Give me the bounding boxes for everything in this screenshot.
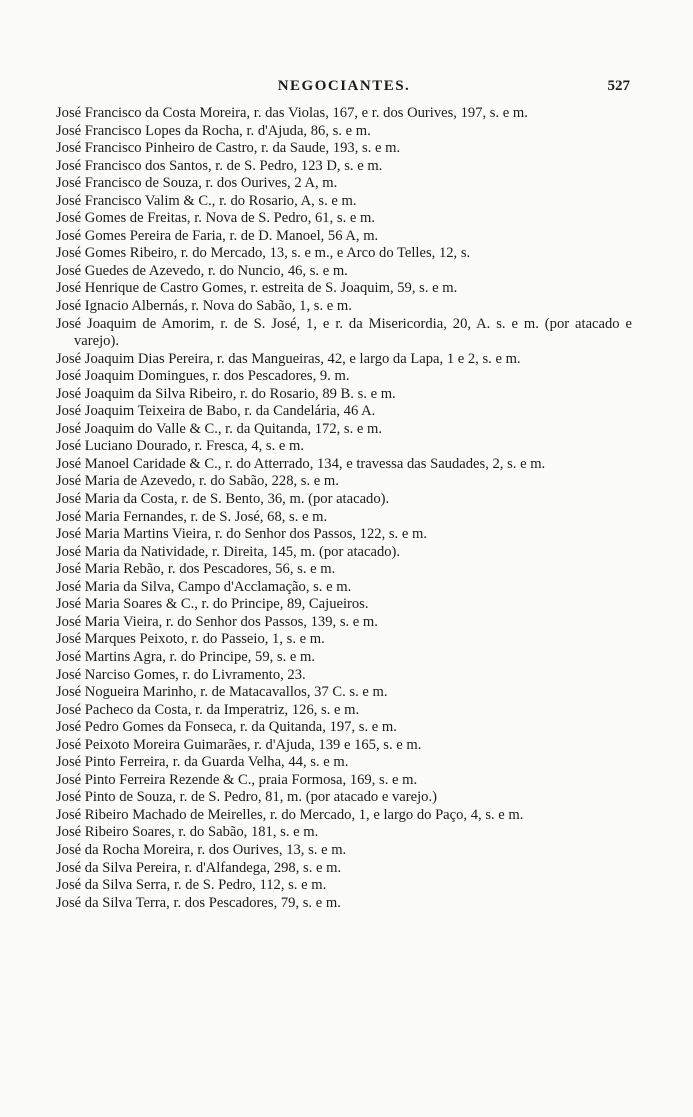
directory-entry: José Maria da Silva, Campo d'Acclamação, s. e m. (56, 578, 352, 595)
directory-entry: José Pinto Ferreira Rezende & C., praia Formosa, 169, s. e m. (56, 771, 418, 788)
directory-entry: José Joaquim da Silva Ribeiro, r. do Rosario, 89 B. s. e m. (56, 385, 396, 402)
directory-entry: José Francisco Lopes da Rocha, r. d'Ajuda, 86, s. e m. (56, 122, 371, 139)
directory-entry: José Nogueira Marinho, r. de Matacavallos, 37 C. s. e m. (56, 684, 388, 701)
directory-entry: José Maria da Natividade, r. Direita, 145, m. (por atacado). (56, 543, 401, 560)
directory-entry: José Manoel Caridade & C., r. do Atterrado, 134, e travessa das Saudades, 2, s. e m. (56, 455, 546, 472)
directory-entry: José Ribeiro Soares, r. do Sabão, 181, s. e m. (56, 824, 319, 841)
directory-entry: José Pacheco da Costa, r. da Imperatriz, 126, s. e m. (56, 701, 360, 718)
directory-entry: José Maria Vieira, r. do Senhor dos Passos, 139, s. e m. (56, 613, 378, 630)
directory-entry: José Pinto de Souza, r. de S. Pedro, 81, m. (por atacado e varejo.) (56, 789, 437, 806)
directory-entry: José da Silva Pereira, r. d'Alfandega, 298, s. e m. (56, 859, 342, 876)
directory-entry: José Joaquim do Valle & C., r. da Quitanda, 172, s. e m. (56, 420, 383, 437)
directory-entry: José Marques Peixoto, r. do Passeio, 1, s. e m. (56, 631, 325, 648)
directory-entry: José Francisco Pinheiro de Castro, r. da Saude, 193, s. e m. (56, 140, 401, 157)
directory-entry: José Maria Martins Vieira, r. do Senhor dos Passos, 122, s. e m. (56, 526, 427, 543)
directory-entry: José Francisco Valim & C., r. do Rosario, A, s. e m. (56, 192, 357, 209)
directory-entry: José Gomes de Freitas, r. Nova de S. Pedro, 61, s. e m. (56, 210, 375, 227)
directory-entry: José Francisco de Souza, r. dos Ourives, 2 A, m. (56, 175, 338, 192)
directory-entry: José Ribeiro Machado de Meirelles, r. do Mercado, 1, e largo do Paço, 4, s. e m. (56, 806, 524, 823)
directory-entry: José Peixoto Moreira Guimarães, r. d'Ajuda, 139 e 165, s. e m. (56, 736, 422, 753)
directory-entry: José Joaquim de Amorim, r. de S. José, 1, e r. da Misericordia, 20, A. s. e m. (por atacado e varejo). (56, 315, 632, 350)
section-title: NEGOCIANTES. (277, 78, 411, 94)
directory-entry: José Gomes Ribeiro, r. do Mercado, 13, s. e m., e Arco do Telles, 12, s. (56, 245, 471, 262)
directory-entry: José Maria da Costa, r. de S. Bento, 36, m. (por atacado). (56, 491, 390, 508)
running-header (58, 78, 630, 100)
directory-entry: José Martins Agra, r. do Principe, 59, s. e m. (56, 648, 316, 665)
directory-entry: José Pedro Gomes da Fonseca, r. da Quitanda, 197, s. e m. (56, 719, 397, 736)
directory-entry: José da Silva Terra, r. dos Pescadores, 79, s. e m. (56, 894, 341, 911)
directory-entry: José Maria Soares & C., r. do Principe, 89, Cajueiros. (56, 596, 369, 613)
directory-entry: José Guedes de Azevedo, r. do Nuncio, 46, s. e m. (56, 262, 348, 279)
directory-entry: José Maria Fernandes, r. de S. José, 68, s. e m. (56, 508, 328, 525)
page-number: 527 (607, 78, 630, 94)
directory-entry: José Henrique de Castro Gomes, r. estreita de S. Joaquim, 59, s. e m. (56, 280, 458, 297)
directory-entry: José Joaquim Dias Pereira, r. das Mangueiras, 42, e largo da Lapa, 1 e 2, s. e m. (56, 350, 521, 367)
directory-entry: José Narciso Gomes, r. do Livramento, 23. (56, 666, 306, 683)
directory-entry: José Gomes Pereira de Faria, r. de D. Manoel, 56 A, m. (56, 227, 379, 244)
merchant-directory-list (56, 105, 632, 912)
directory-entry: José Pinto Ferreira, r. da Guarda Velha, 44, s. e m. (56, 754, 349, 771)
directory-entry: José Maria de Azevedo, r. do Sabão, 228, s. e m. (56, 473, 339, 490)
directory-entry: José Francisco dos Santos, r. de S. Pedro, 123 D, s. e m. (56, 157, 383, 174)
directory-entry: José Francisco da Costa Moreira, r. das Violas, 167, e r. dos Ourives, 197, s. e m. (56, 105, 528, 121)
directory-entry: José Joaquim Teixeira de Babo, r. da Candelária, 46 A. (56, 403, 376, 420)
directory-entry: José da Rocha Moreira, r. dos Ourives, 13, s. e m. (56, 841, 347, 858)
directory-entry: José da Silva Serra, r. de S. Pedro, 112, s. e m. (56, 877, 327, 894)
directory-entry: José Luciano Dourado, r. Fresca, 4, s. e m. (56, 438, 305, 455)
directory-entry: José Ignacio Albernás, r. Nova do Sabão, 1, s. e m. (56, 298, 352, 315)
directory-entry: José Joaquim Domingues, r. dos Pescadores, 9. m. (56, 368, 350, 385)
directory-entry: José Maria Rebão, r. dos Pescadores, 56, s. e m. (56, 561, 336, 578)
